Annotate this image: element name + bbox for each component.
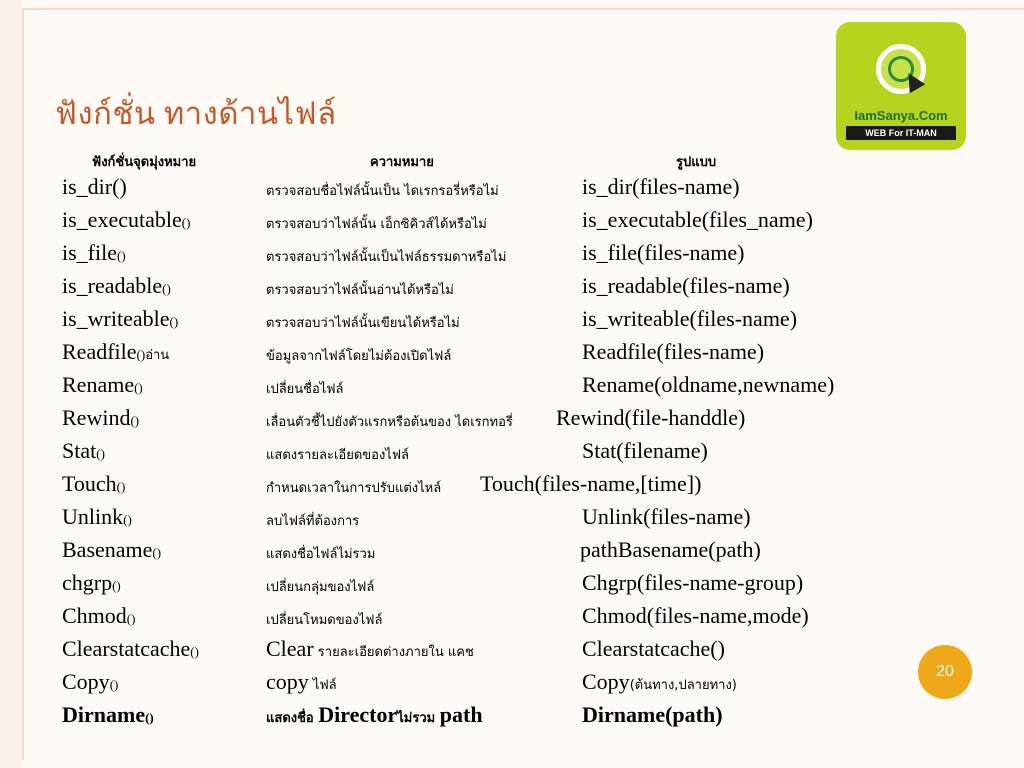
function-name: is_writeable() — [62, 306, 179, 331]
function-format: Rename(oldname,newname) — [582, 372, 835, 397]
function-format: is_executable(files_name) — [582, 207, 813, 232]
header-format: รูปแบบ — [676, 155, 717, 170]
function-meaning: ลบไฟล์ที่ต้องการ — [266, 514, 360, 529]
function-meaning: แสดงรายละเอียดของไฟล์ — [266, 448, 410, 463]
header-function: ฟังก์ชั่นจุดมุ่งหมาย — [92, 155, 197, 170]
table-row — [0, 405, 1024, 438]
table-row — [0, 174, 1024, 207]
function-meaning: copy ไฟล์ — [266, 669, 337, 694]
function-name: Unlink() — [62, 504, 132, 529]
function-name: is_dir() — [62, 174, 127, 199]
function-format: is_readable(files-name) — [582, 273, 790, 298]
function-name: is_executable() — [62, 207, 191, 232]
function-format: pathBasename(path) — [580, 537, 761, 562]
function-name: chgrp() — [62, 570, 121, 595]
function-format: Chmod(files-name,mode) — [582, 603, 809, 628]
function-format: Stat(filename) — [582, 438, 708, 463]
table-row — [0, 339, 1024, 372]
table-row — [0, 273, 1024, 306]
table-row — [0, 636, 1024, 669]
function-format: Copy(ต้นทาง,ปลายทาง) — [582, 669, 737, 694]
function-name: Stat() — [62, 438, 105, 463]
function-format: is_file(files-name) — [582, 240, 745, 265]
function-name: is_file() — [62, 240, 126, 265]
function-format: Touch(files-name,[time]) — [480, 471, 702, 496]
function-format: Rewind(file-handdle) — [556, 405, 746, 430]
table-row — [0, 669, 1024, 702]
function-name: is_readable() — [62, 273, 171, 298]
table-row — [0, 702, 1024, 735]
table-row — [0, 207, 1024, 240]
table-row — [0, 306, 1024, 339]
function-name: Rename() — [62, 372, 143, 397]
function-name: Chmod() — [62, 603, 136, 628]
table-row — [0, 603, 1024, 636]
function-meaning: แสดงชื่อ Directorไม่รวม path — [266, 702, 483, 727]
function-format: Dirname(path) — [582, 702, 723, 727]
table-row — [0, 471, 1024, 504]
function-meaning: เปลี่ยนกลุ่มของไฟล์ — [266, 580, 375, 595]
function-meaning: ตรวจสอบว่าไฟล์นั้นเป็นไฟล์ธรรมดาหรือไม่ — [266, 250, 507, 265]
function-meaning: ตรวจสอบว่าไฟล์นั้น เอ็กซิคิวส์ได้หรือไม่ — [266, 217, 487, 232]
slide-title: ฟังก์ชั่น ทางด้านไฟล์ — [55, 96, 337, 131]
function-meaning: ตรวจสอบชื่อไฟล์นั้นเป็น ไดเรกรอรี่หรือไม่ — [266, 184, 499, 199]
function-meaning: กำหนดเวลาในการปรับแต่งไหล์ — [266, 481, 442, 496]
function-meaning: Clear รายละเอียดต่างภายใน แคช — [266, 636, 474, 661]
function-meaning: แสดงชื่อไฟล์ไม่รวม — [266, 547, 376, 562]
function-meaning: เปลี่ยนโหมดของไฟล์ — [266, 613, 383, 628]
function-name: Basename() — [62, 537, 162, 562]
function-format: is_writeable(files-name) — [582, 306, 798, 331]
function-format: is_dir(files-name) — [582, 174, 740, 199]
logo-tagline: WEB For IT-MAN — [846, 126, 956, 140]
function-format: Chgrp(files-name-group) — [582, 570, 804, 595]
table-row — [0, 570, 1024, 603]
function-meaning: ตรวจสอบว่าไฟล์นั้นเขียนได้หรือไม่ — [266, 316, 460, 331]
logo-brand-text: IamSanya.Com — [854, 108, 948, 123]
table-row — [0, 240, 1024, 273]
function-format: Clearstatcache() — [582, 636, 725, 661]
page-number-badge: 20 — [918, 645, 972, 699]
function-name: Rewind() — [62, 405, 140, 430]
function-format: Unlink(files-name) — [582, 504, 751, 529]
function-meaning: เลื่อนตัวชี้ไปยังตัวแรกหรือต้นของ ไดเรกทอรี่ — [266, 415, 513, 430]
function-name: Copy() — [62, 669, 119, 694]
function-meaning: ข้อมูลจากไฟล์โดยไม่ต้องเปิดไฟล์ — [266, 349, 452, 364]
table-row — [0, 372, 1024, 405]
table-row — [0, 438, 1024, 471]
function-name: Touch() — [62, 471, 126, 496]
table-row — [0, 504, 1024, 537]
function-meaning: ตรวจสอบว่าไฟล์นั้นอ่านได้หรือไม่ — [266, 283, 454, 298]
function-meaning: เปลี่ยนชื่อไฟล์ — [266, 382, 344, 397]
table-row — [0, 537, 1024, 570]
function-name: Clearstatcache() — [62, 636, 199, 661]
header-meaning: ความหมาย — [370, 155, 434, 170]
function-name: Dirname() — [62, 702, 154, 727]
function-format: Readfile(files-name) — [582, 339, 765, 364]
function-name: Readfile()อ่าน — [62, 339, 170, 364]
iamsanya-logo — [836, 22, 966, 150]
